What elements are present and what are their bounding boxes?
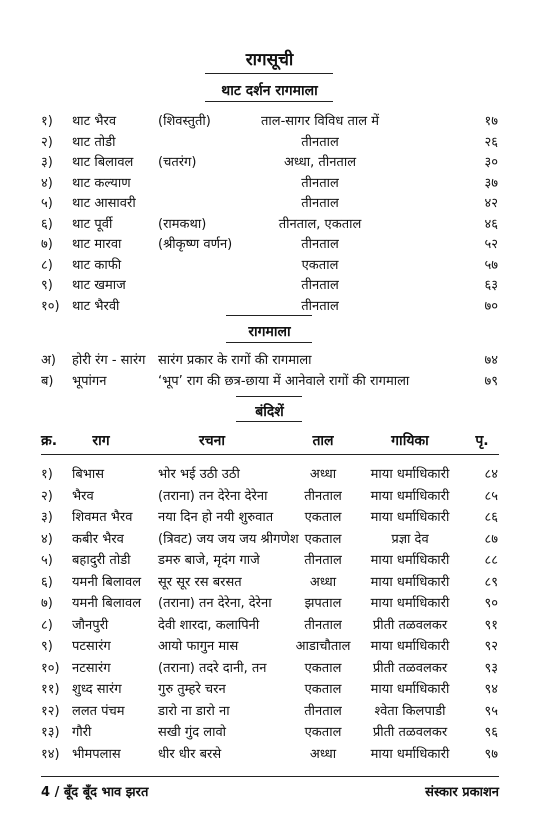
cell-num: ९): [41, 639, 53, 654]
section2-top-rule: [226, 315, 312, 316]
cell-raga: नटसारंग: [72, 660, 111, 676]
cell-num: १): [41, 467, 53, 482]
header-page: पृ.: [475, 433, 489, 449]
cell-rachna: देवी शारदा, कलापिनी: [158, 617, 260, 633]
item-page: ७९: [484, 373, 498, 389]
cell-tala: अध्धा: [309, 467, 337, 482]
cell-tala: एकताल: [304, 682, 342, 697]
item-num: ८): [41, 257, 53, 273]
cell-raga: यमनी बिलावल: [72, 574, 142, 590]
item-tala: तीनताल: [301, 237, 339, 252]
item-page: ७४: [484, 353, 498, 368]
table-row: [0, 615, 539, 635]
cell-rachna: (तराना) तन देरेना, देरेना: [158, 596, 272, 611]
section3-heading: बंदिशें: [255, 404, 284, 420]
list-item: [0, 111, 539, 131]
item-page: १७: [484, 114, 498, 129]
cell-rachna: आयो फागुन मास: [158, 639, 239, 654]
table-row: [0, 744, 539, 764]
cell-rachna: सूर सूर रस बरसत: [158, 574, 242, 590]
cell-singer: माया धर्माधिकारी: [370, 639, 450, 654]
cell-tala: आडाचौताल: [295, 639, 351, 654]
item-tala: तीनताल, एकताल: [278, 216, 362, 232]
section3-top-rule: [236, 396, 302, 397]
cell-singer: माया धर्माधिकारी: [370, 553, 450, 568]
cell-num: ८): [41, 617, 53, 633]
cell-rachna: धीर धीर बरसे: [158, 746, 222, 762]
item-page: ३०: [484, 155, 498, 170]
cell-num: ३): [41, 510, 53, 525]
list-item: [0, 275, 539, 295]
item-tala: तीनताल: [301, 175, 339, 191]
item-raga: थाट पूर्वी: [72, 216, 113, 232]
table-row: [0, 701, 539, 721]
cell-rachna: नया दिन हो नयी शुरुवात: [158, 510, 274, 525]
footer-rule: [41, 776, 499, 777]
section2-heading: रागमाला: [248, 324, 291, 340]
item-num: ६): [41, 216, 53, 232]
cell-raga: जौनपुरी: [72, 617, 109, 633]
item-page: ३७: [484, 175, 498, 191]
section1-bottom-rule: [205, 101, 333, 102]
cell-page: ८७: [484, 531, 498, 547]
cell-raga: यमनी बिलावल: [72, 596, 142, 611]
footer-left: 4 / बूँद बूँद भाव झरत: [41, 785, 149, 800]
item-raga: थाट खमाज: [72, 278, 126, 293]
cell-num: ७): [41, 596, 53, 611]
list-item: [0, 173, 539, 193]
cell-raga: बिभास: [72, 467, 105, 482]
cell-singer: माया धर्माधिकारी: [370, 682, 450, 697]
section1-heading: थाट दर्शन रागमाला: [221, 83, 318, 99]
table-row: [0, 593, 539, 613]
cell-singer: माया धर्माधिकारी: [370, 510, 450, 525]
section2-bottom-rule: [226, 342, 312, 343]
cell-num: २): [41, 488, 53, 504]
item-num: २): [41, 134, 53, 150]
item-page: २६: [484, 134, 498, 150]
cell-page: ९४: [484, 682, 498, 697]
header-singer: गायिका: [391, 433, 429, 449]
item-num: १): [41, 114, 53, 129]
item-name: भूपांगन: [72, 373, 107, 389]
cell-singer: माया धर्माधिकारी: [370, 467, 450, 482]
page-title: रागसूची: [245, 50, 294, 70]
footer-right: संस्कार प्रकाशन: [425, 785, 499, 800]
cell-singer: माया धर्माधिकारी: [370, 596, 450, 611]
item-raga: थाट काफी: [72, 257, 122, 273]
cell-rachna: गुरु तुम्हरे चरन: [158, 682, 226, 697]
table-row: [0, 572, 539, 592]
table-row: [0, 529, 539, 549]
section3-bottom-rule: [236, 421, 302, 422]
cell-tala: एकताल: [304, 510, 342, 525]
item-note: (रामकथा): [158, 216, 207, 232]
cell-page: ८६: [484, 510, 498, 525]
item-tala: तीनताल: [301, 298, 339, 314]
item-raga: थाट बिलावल: [72, 155, 134, 170]
cell-page: ९२: [484, 639, 498, 654]
item-note: (शिवस्तुती): [158, 114, 211, 129]
header-rachna: रचना: [198, 433, 226, 449]
section1-top-rule: [205, 73, 333, 74]
table-header-rule: [41, 454, 499, 455]
cell-singer: माया धर्माधिकारी: [370, 746, 450, 762]
cell-tala: एकताल: [304, 725, 342, 740]
table-header: [0, 431, 539, 451]
cell-singer: प्रीती तळवलकर: [372, 660, 448, 676]
cell-page: ८९: [484, 574, 498, 590]
cell-tala: एकताल: [304, 660, 342, 676]
cell-raga: कबीर भैरव: [72, 531, 124, 547]
list-item: [0, 234, 539, 254]
cell-rachna: (तराना) तदरे दानी, तन: [158, 660, 267, 676]
item-page: ४२: [484, 196, 498, 211]
cell-num: ६): [41, 574, 53, 590]
cell-raga: शुध्द सारंग: [72, 682, 122, 697]
item-num: ३): [41, 155, 53, 170]
item-desc: सारंग प्रकार के रागों की रागमाला: [158, 353, 312, 368]
cell-num: १४): [41, 746, 60, 762]
cell-raga: शिवमत भैरव: [72, 510, 133, 525]
list-item: [0, 214, 539, 234]
table-row: [0, 658, 539, 678]
cell-raga: बहादुरी तोडी: [72, 553, 131, 568]
cell-page: ९७: [484, 746, 498, 762]
cell-num: ४): [41, 531, 53, 547]
cell-num: १०): [41, 660, 60, 676]
cell-rachna: डमरु बाजे, मृदंग गाजे: [158, 553, 260, 568]
cell-tala: तीनताल: [304, 488, 342, 504]
cell-raga: ललत पंचम: [72, 703, 125, 719]
list-item: [0, 193, 539, 213]
item-raga: थाट तोडी: [72, 134, 116, 150]
list-item: [0, 296, 539, 316]
cell-page: ९०: [484, 596, 498, 611]
item-num: ४): [41, 175, 53, 191]
table-row: [0, 550, 539, 570]
cell-page: ८४: [484, 467, 498, 482]
cell-rachna: भोर भई उठी उठी: [158, 467, 240, 482]
cell-rachna: सखी गुंद लावो: [158, 725, 227, 740]
cell-num: ५): [41, 553, 53, 568]
cell-singer: प्रीती तळवलकर: [372, 617, 448, 633]
item-page: ५७: [484, 257, 498, 273]
item-num: ५): [41, 196, 53, 211]
cell-tala: झपताल: [304, 596, 342, 611]
item-tala: अध्धा, तीनताल: [283, 155, 357, 170]
cell-page: ९१: [484, 617, 498, 633]
table-row: [0, 636, 539, 656]
cell-raga: भैरव: [72, 488, 94, 504]
cell-tala: तीनताल: [304, 703, 342, 719]
cell-tala: अध्धा: [309, 746, 337, 762]
cell-singer: माया धर्माधिकारी: [370, 488, 450, 504]
item-tala: तीनताल: [301, 196, 339, 211]
cell-raga: पटसारंग: [72, 639, 111, 654]
item-name: होरी रंग - सारंग: [72, 353, 146, 368]
item-num: ९): [41, 278, 53, 293]
table-row: [0, 722, 539, 742]
item-note: (श्रीकृष्ण वर्णन): [158, 237, 233, 252]
item-tala: तीनताल: [301, 134, 339, 150]
header-num: क्र.: [41, 433, 58, 449]
cell-tala: तीनताल: [304, 617, 342, 633]
item-num: ७): [41, 237, 53, 252]
item-num: अ): [41, 353, 57, 368]
item-tala: तीनताल: [301, 278, 339, 293]
item-tala: ताल-सागर विविध ताल में: [260, 114, 380, 129]
cell-tala: एकताल: [304, 531, 342, 547]
table-row: [0, 486, 539, 506]
item-page: ७०: [484, 298, 498, 314]
cell-page: ९६: [484, 725, 498, 740]
item-desc: ‘भूप’ राग की छत्र-छाया में आनेवाले रागों की रागमाला: [158, 373, 410, 389]
item-page: ५२: [484, 237, 498, 252]
cell-num: १२): [41, 703, 60, 719]
cell-page: ८८: [484, 553, 498, 568]
list-item: [0, 255, 539, 275]
item-num: १०): [41, 298, 60, 314]
table-row: [0, 507, 539, 527]
cell-page: ८५: [484, 488, 498, 504]
item-note: (चतरंग): [158, 155, 197, 170]
item-page: ६३: [484, 278, 498, 293]
cell-page: ९३: [484, 660, 498, 676]
list-item: [0, 350, 539, 370]
item-page: ४६: [484, 216, 498, 232]
header-tala: ताल: [312, 433, 334, 449]
cell-tala: अध्धा: [309, 574, 337, 590]
cell-num: १३): [41, 725, 60, 740]
item-raga: थाट आसावरी: [72, 196, 136, 211]
cell-raga: भीमपलास: [72, 746, 121, 762]
list-item: [0, 152, 539, 172]
cell-rachna: (त्रिवट) जय जय जय श्रीगणेश: [158, 531, 299, 547]
cell-raga: गौरी: [72, 725, 92, 740]
cell-page: ९५: [484, 703, 498, 719]
cell-singer: प्रज्ञा देव: [391, 531, 429, 547]
cell-singer: श्वेता किलपाडी: [374, 703, 446, 719]
table-row: [0, 464, 539, 484]
item-num: ब): [41, 373, 54, 389]
item-raga: थाट मारवा: [72, 237, 122, 252]
item-raga: थाट कल्याण: [72, 175, 131, 191]
item-raga: थाट भैरवी: [72, 298, 120, 314]
item-raga: थाट भैरव: [72, 114, 117, 129]
cell-singer: माया धर्माधिकारी: [370, 574, 450, 590]
list-item: [0, 132, 539, 152]
item-tala: एकताल: [301, 257, 339, 273]
cell-singer: प्रीती तळवलकर: [372, 725, 448, 740]
header-raga: राग: [92, 433, 110, 449]
cell-num: ११): [41, 682, 60, 697]
cell-rachna: (तराना) तन देरेना देरेना: [158, 488, 268, 504]
list-item: [0, 371, 539, 391]
cell-tala: तीनताल: [304, 553, 342, 568]
table-row: [0, 679, 539, 699]
cell-rachna: डारो ना डारो ना: [158, 703, 230, 719]
